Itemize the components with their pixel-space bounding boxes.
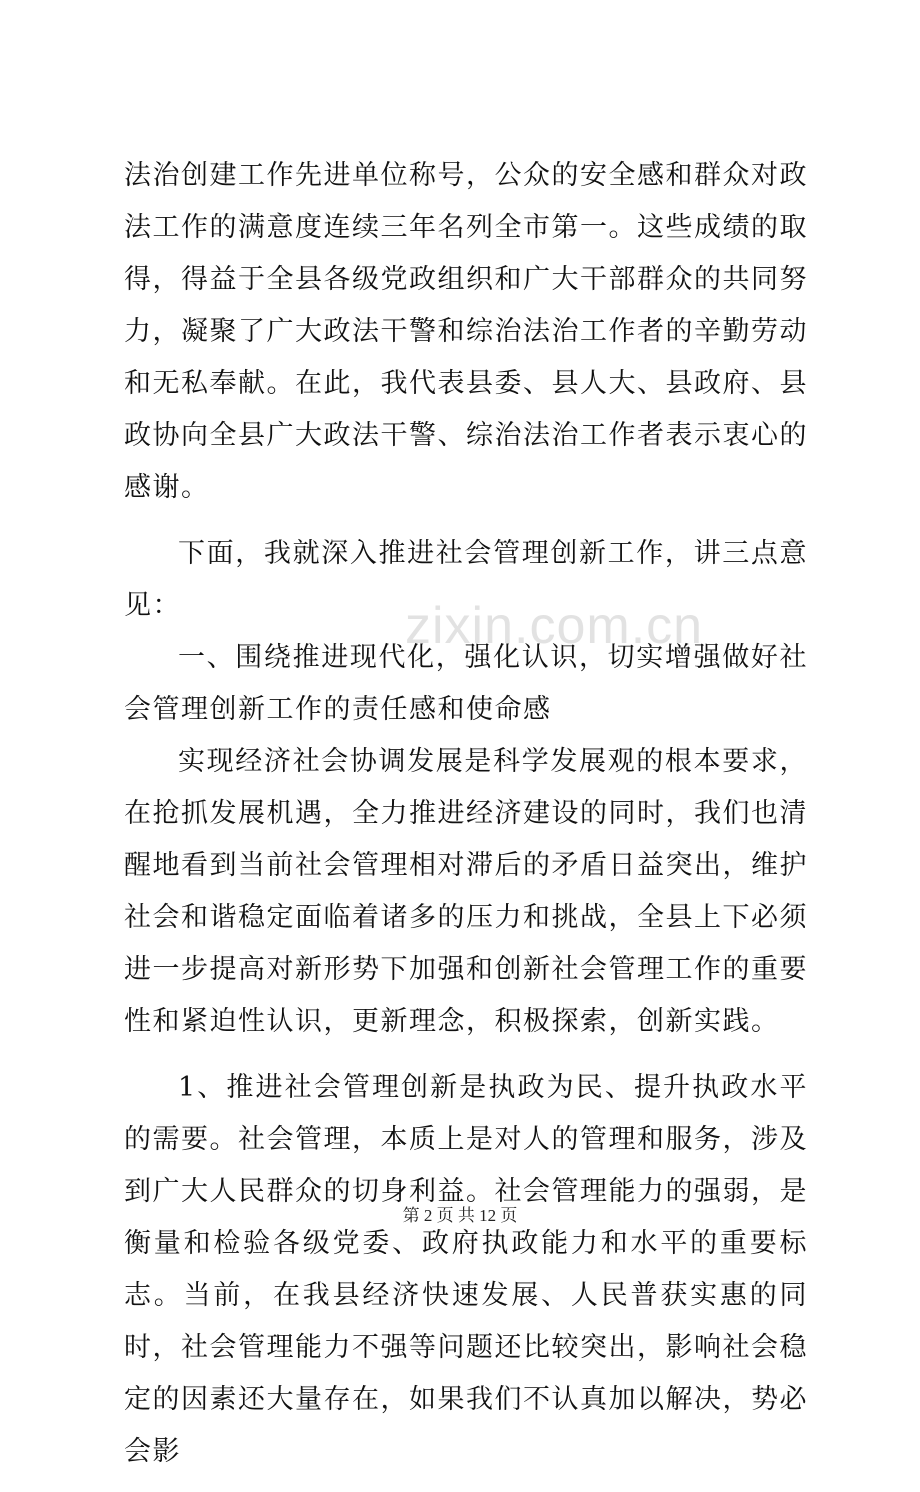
paragraph-point-1: 1、推进社会管理创新是执政为民、提升执政水平的需要。社会管理，本质上是对人的管理和服务，涉及到广大人民群众的切身利益。社会管理能力的强弱，是衡量和检验各级党委、政府执政能力和水平的重要标志。当前，在我县经济快速发展、人民普获实惠的同时，社会管理能力不强等问题还比较突出，影响社会稳定的因素还大量存在，如果我们不认真加以解决，势必会影 <box>124 1072 808 1467</box>
document-body <box>124 150 808 1492</box>
section-heading-1: 一、围绕推进现代化，强化认识，切实增强做好社会管理创新工作的责任感和使命感 <box>124 642 808 725</box>
paragraph-intro: 下面，我就深入推进社会管理创新工作，讲三点意见： <box>124 538 808 621</box>
paragraph-body: 实现经济社会协调发展是科学发展观的根本要求，在抢抓发展机遇，全力推进经济建设的同时，我们也清醒地看到当前社会管理相对滞后的矛盾日益突出，维护社会和谐稳定面临着诸多的压力和挑战，全县上下必须进一步提高对新形势下加强和创新社会管理工作的重要性和紧迫性认识，更新理念，积极探索，创新实践。 <box>124 746 808 1037</box>
paragraph-continuation: 法治创建工作先进单位称号，公众的安全感和群众对政法工作的满意度连续三年名列全市第一。这些成绩的取得，得益于全县各级党政组织和广大干部群众的共同努力，凝聚了广大政法干警和综治法治工作者的辛勤劳动和无私奉献。在此，我代表县委、县人大、县政府、县政协向全县广大政法干警、综治法治工作者表示衷心的感谢。 <box>124 160 808 503</box>
page-footer: 第 2 页 共 12 页 <box>402 1206 518 1225</box>
watermark: zixin.com.cn <box>405 597 704 655</box>
